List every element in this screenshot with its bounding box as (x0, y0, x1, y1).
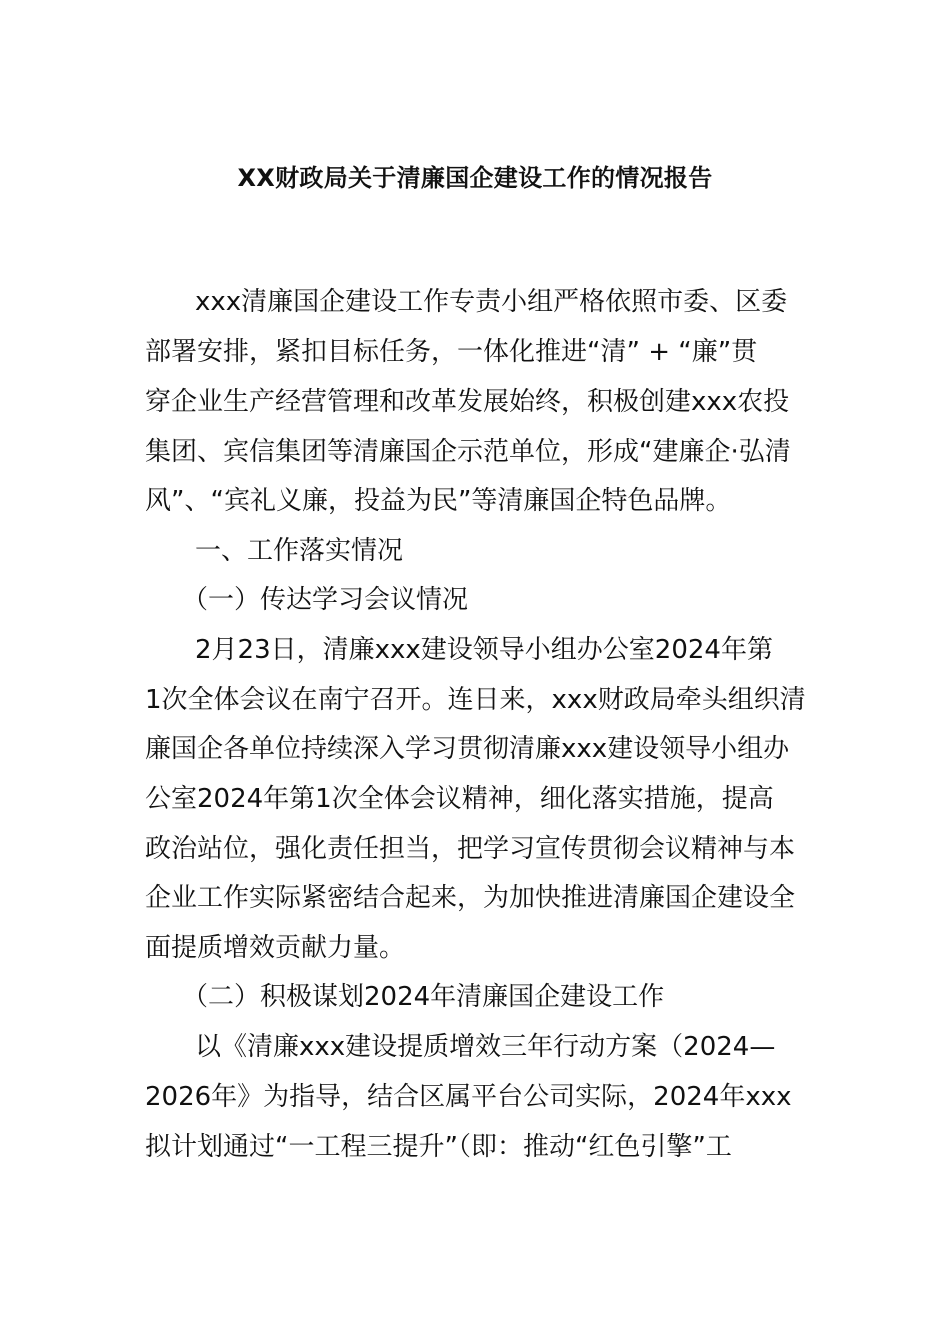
paragraph-line: 政治站位，强化责任担当，把学习宣传贯彻会议精神与本 (145, 834, 796, 864)
subsection-heading: （二）积极谋划2024年清廉国企建设工作 (182, 982, 665, 1012)
paragraph-line: 廉国企各单位持续深入学习贯彻清廉xxx建设领导小组办 (145, 734, 790, 764)
paragraph-line: 1次全体会议在南宁召开。连日来，xxx财政局牵头组织清 (145, 685, 806, 715)
paragraph-line: 穿企业生产经营管理和改革发展始终，积极创建xxx农投 (145, 387, 790, 417)
document-title: XX财政局关于清廉国企建设工作的情况报告 (237, 164, 713, 192)
paragraph-line: xxx清廉国企建设工作专责小组严格依照市委、区委 (195, 287, 788, 317)
paragraph-line: 2026年》为指导，结合区属平台公司实际，2024年xxx (145, 1082, 792, 1112)
subsection-heading: （一）传达学习会议情况 (182, 585, 469, 615)
paragraph-line: 拟计划通过“一工程三提升”（即：推动“红色引擎”工 (145, 1132, 732, 1162)
section-heading: 一、工作落实情况 (195, 536, 404, 566)
paragraph-line: 企业工作实际紧密结合起来，为加快推进清廉国企建设全 (145, 883, 796, 913)
paragraph-line: 部署安排，紧扣目标任务，一体化推进“清” + “廉”贯 (145, 337, 758, 367)
paragraph-line: 集团、宾信集团等清廉国企示范单位，形成“建廉企·弘清 (145, 437, 791, 467)
paragraph-line: 风”、“宾礼义廉，投益为民”等清廉国企特色品牌。 (145, 486, 732, 516)
paragraph-line: 以《清廉xxx建设提质增效三年行动方案（2024— (195, 1032, 776, 1062)
paragraph-line: 面提质增效贡献力量。 (145, 933, 406, 963)
paragraph-line: 2月23日，清廉xxx建设领导小组办公室2024年第 (195, 635, 773, 665)
paragraph-line: 公室2024年第1次全体会议精神，细化落实措施，提高 (145, 784, 774, 814)
